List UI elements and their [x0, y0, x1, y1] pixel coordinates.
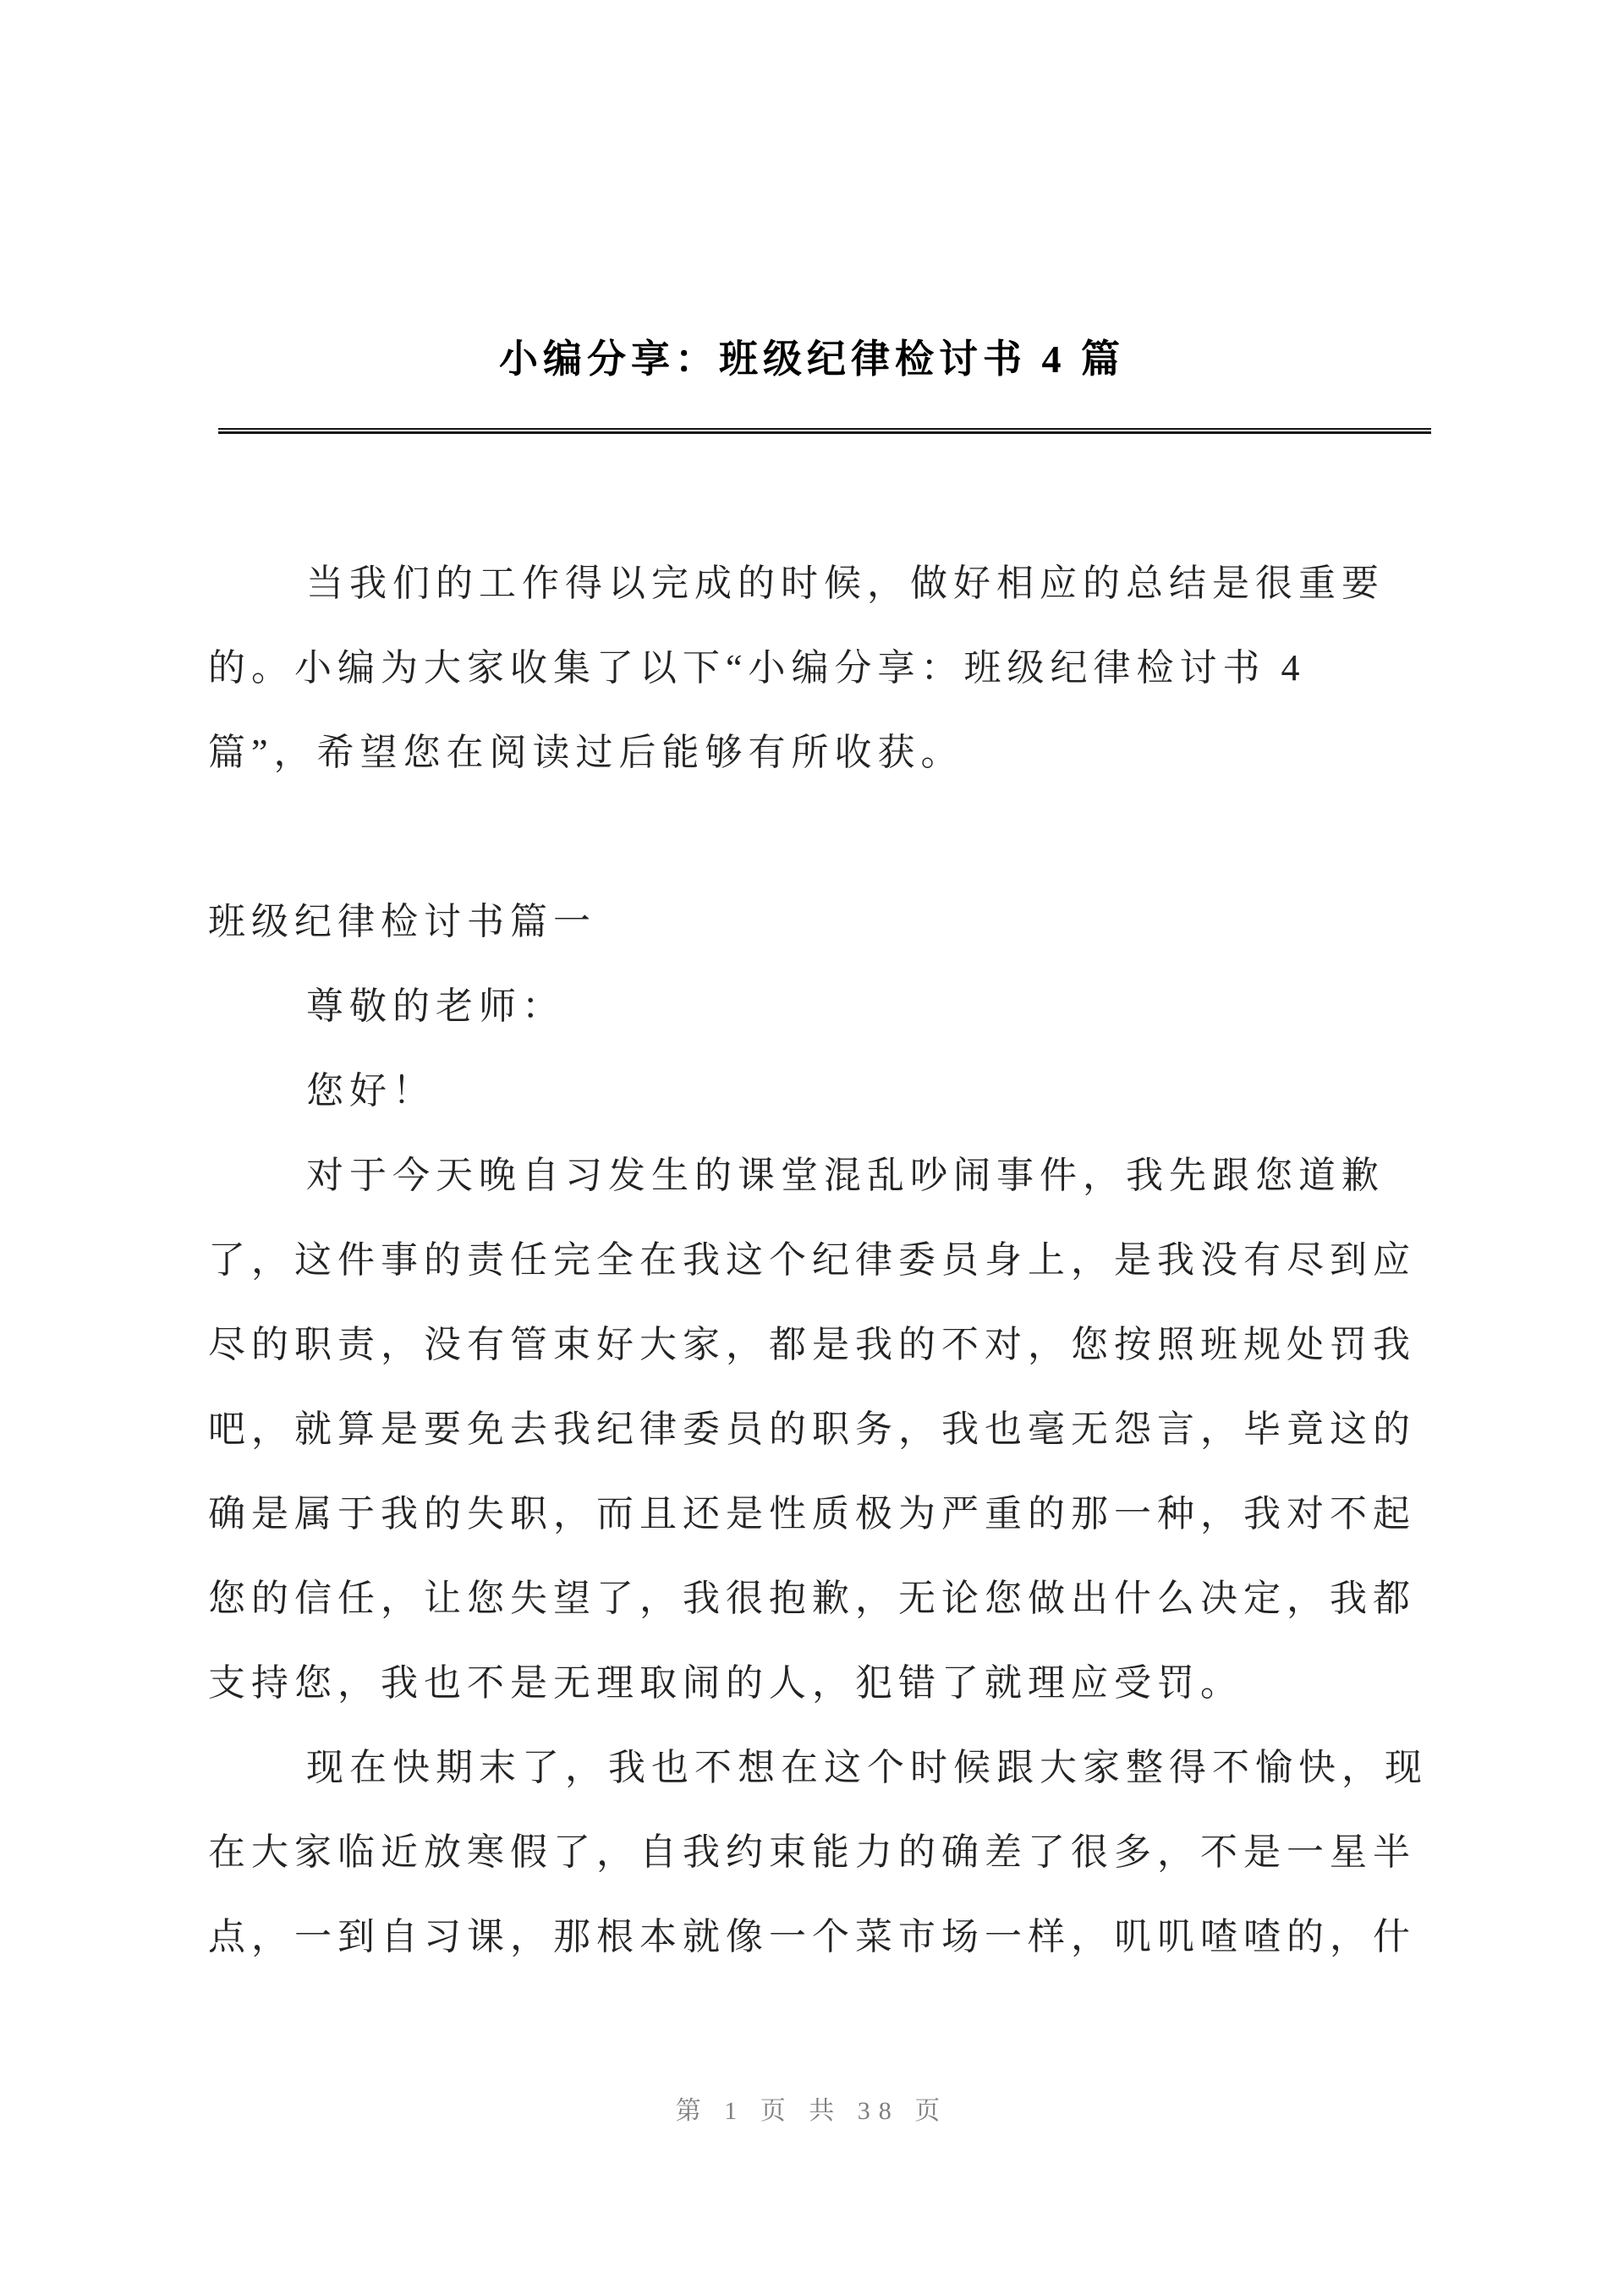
- text-line: 您的信任，让您失望了，我很抱歉，无论您做出什么决定，我都: [208, 1578, 1416, 1619]
- section-heading-line: 班级纪律检讨书篇一: [208, 901, 596, 942]
- document-body: [208, 541, 1428, 1979]
- text-line: 点，一到自习课，那根本就像一个菜市场一样，叽叽喳喳的，什: [208, 1916, 1416, 1957]
- text-line: 对于今天晚自习发生的课堂混乱吵闹事件，我先跟您道歉: [306, 1155, 1385, 1196]
- section-heading-paragraph: [208, 880, 1421, 964]
- text-line: 尊敬的老师：: [306, 986, 565, 1027]
- text-line: 尽的职责，没有管束好大家，都是我的不对，您按照班规处罚我: [208, 1324, 1416, 1365]
- page-number-text: 第 1 页 共 38 页: [675, 2097, 949, 2125]
- term-end-paragraph: [208, 1726, 1428, 1979]
- text-line: 支持您，我也不是无理取闹的人，犯错了就理应受罚。: [208, 1662, 1243, 1704]
- apology-paragraph: [208, 1134, 1421, 1726]
- text-line: 您好！: [306, 1070, 436, 1112]
- text-line: 确是属于我的失职，而且还是性质极为严重的那一种，我对不起: [208, 1493, 1416, 1535]
- text-line: 篇”，希望您在阅读过后能够有所收获。: [208, 732, 964, 773]
- text-line: 在大家临近放寒假了，自我约束能力的确差了很多，不是一星半: [208, 1831, 1416, 1873]
- text-line: 现在快期末了，我也不想在这个时候跟大家整得不愉快，现: [306, 1747, 1428, 1788]
- intro-paragraph: [208, 541, 1421, 795]
- text-line: 吧，就算是要免去我纪律委员的职务，我也毫无怨言，毕竟这的: [208, 1408, 1416, 1450]
- salutation-paragraph: [208, 964, 1421, 1049]
- title-separator-line: [218, 428, 1431, 434]
- page-footer: [0, 2096, 1624, 2127]
- document-title: 小编分享：班级纪律检讨书 4 篇: [499, 338, 1125, 381]
- text-line: 的。小编为大家收集了以下“小编分享：班级纪律检讨书 4: [208, 647, 1306, 689]
- text-line: 当我们的工作得以完成的时候，做好相应的总结是很重要: [306, 563, 1385, 604]
- greeting-paragraph: [208, 1049, 1421, 1134]
- text-line: 了，这件事的责任完全在我这个纪律委员身上，是我没有尽到应: [208, 1239, 1416, 1281]
